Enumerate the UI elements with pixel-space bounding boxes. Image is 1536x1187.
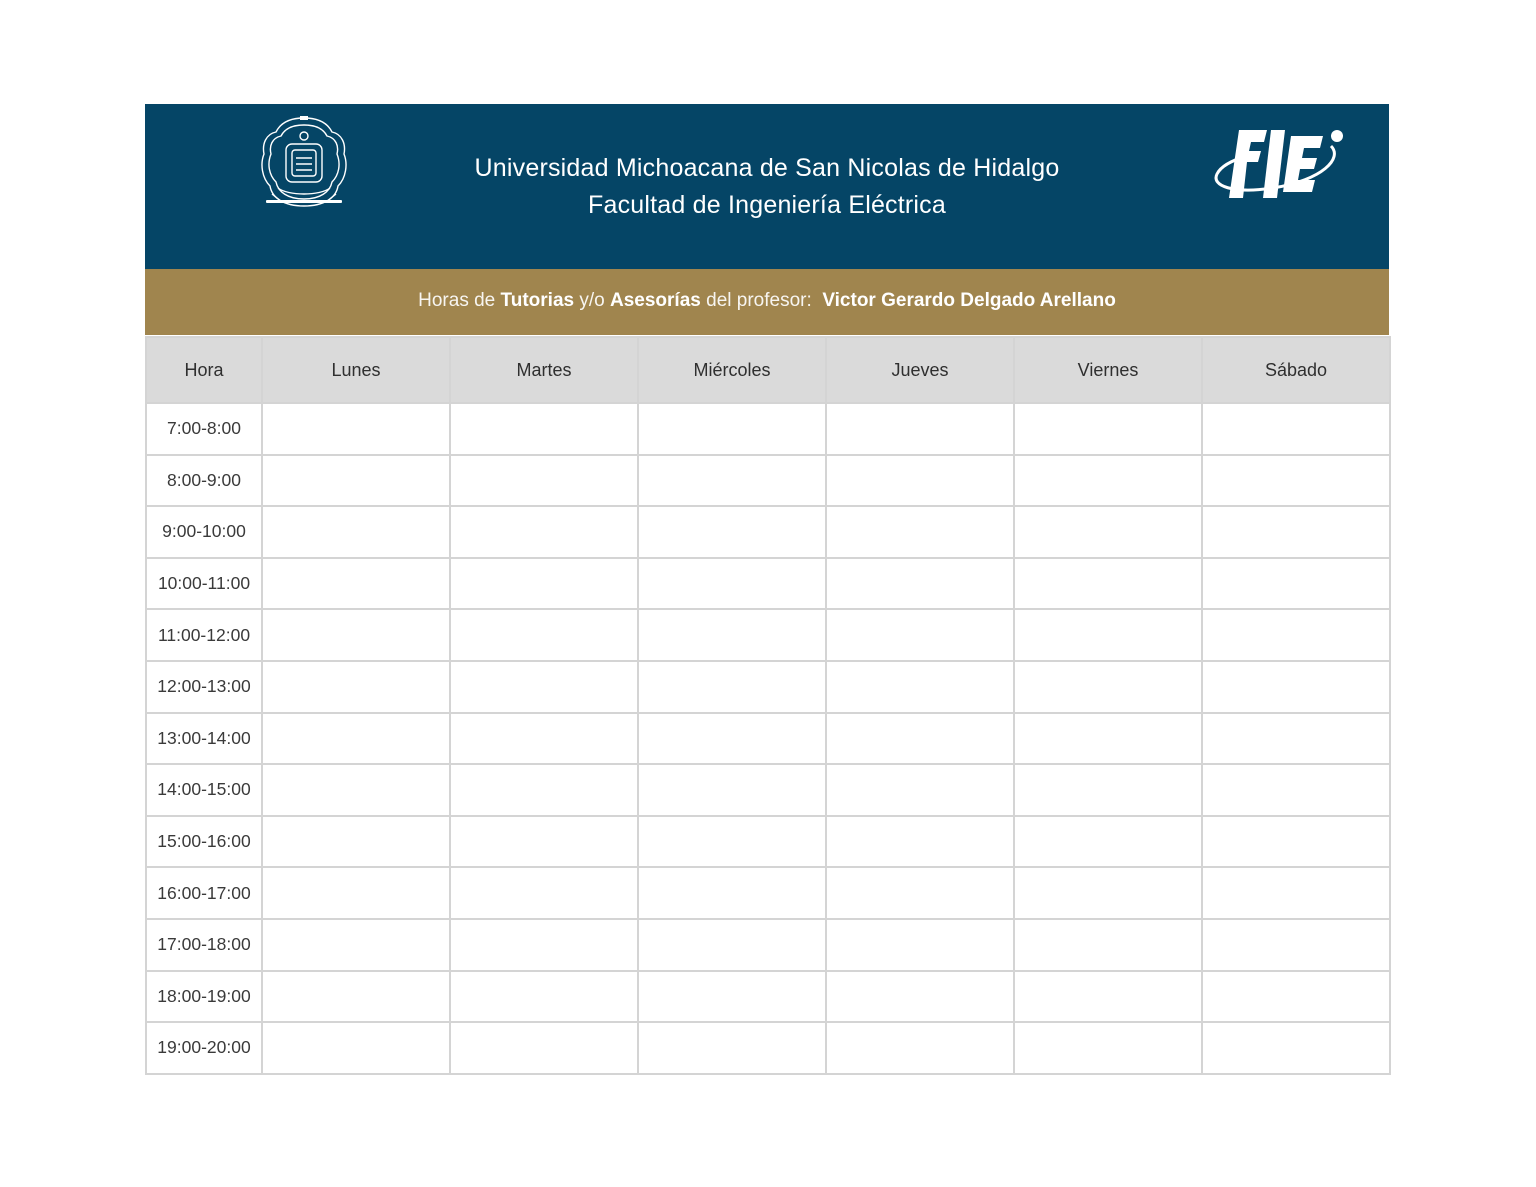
slot-cell-viernes [1014, 867, 1202, 919]
banner-keyword-tutorias: Tutorias [500, 290, 575, 311]
slot-cell-viernes [1014, 661, 1202, 713]
slot-cell-miercoles [638, 1022, 826, 1074]
table-body [146, 403, 1390, 1074]
slot-cell-sabado [1202, 867, 1390, 919]
column-header-jueves: Jueves [826, 337, 1014, 403]
slot-cell-sabado [1202, 661, 1390, 713]
slot-cell-sabado [1202, 1022, 1390, 1074]
slot-cell-miercoles [638, 867, 826, 919]
slot-cell-martes [450, 764, 638, 816]
slot-cell-miercoles [638, 506, 826, 558]
slot-cell-lunes [262, 506, 450, 558]
table-row [146, 403, 1390, 455]
hour-label: 19:00-20:00 [146, 1022, 262, 1074]
banner-prefix: Horas de [418, 290, 496, 311]
slot-cell-viernes [1014, 764, 1202, 816]
column-header-miercoles: Miércoles [638, 337, 826, 403]
hour-label: 15:00-16:00 [146, 816, 262, 868]
hour-label: 12:00-13:00 [146, 661, 262, 713]
slot-cell-lunes [262, 403, 450, 455]
slot-cell-viernes [1014, 609, 1202, 661]
slot-cell-martes [450, 1022, 638, 1074]
slot-cell-miercoles [638, 609, 826, 661]
slot-cell-jueves [826, 816, 1014, 868]
table-row [146, 764, 1390, 816]
slot-cell-miercoles [638, 455, 826, 507]
slot-cell-lunes [262, 661, 450, 713]
table-row [146, 1022, 1390, 1074]
slot-cell-lunes [262, 1022, 450, 1074]
hour-label: 8:00-9:00 [146, 455, 262, 507]
slot-cell-sabado [1202, 971, 1390, 1023]
table-row [146, 506, 1390, 558]
slot-cell-martes [450, 403, 638, 455]
slot-cell-lunes [262, 609, 450, 661]
slot-cell-sabado [1202, 558, 1390, 610]
slot-cell-jueves [826, 713, 1014, 765]
table-row [146, 661, 1390, 713]
hour-label: 14:00-15:00 [146, 764, 262, 816]
slot-cell-jueves [826, 506, 1014, 558]
hour-label: 16:00-17:00 [146, 867, 262, 919]
slot-cell-jueves [826, 919, 1014, 971]
column-header-hora: Hora [146, 337, 262, 403]
slot-cell-lunes [262, 713, 450, 765]
slot-cell-sabado [1202, 816, 1390, 868]
header [145, 104, 1389, 269]
hour-label: 11:00-12:00 [146, 609, 262, 661]
slot-cell-viernes [1014, 919, 1202, 971]
slot-cell-miercoles [638, 919, 826, 971]
slot-cell-martes [450, 971, 638, 1023]
slot-cell-lunes [262, 558, 450, 610]
table-header-row [146, 337, 1390, 403]
slot-cell-lunes [262, 919, 450, 971]
slot-cell-viernes [1014, 403, 1202, 455]
slot-cell-lunes [262, 867, 450, 919]
slot-cell-martes [450, 713, 638, 765]
slot-cell-martes [450, 867, 638, 919]
column-header-martes: Martes [450, 337, 638, 403]
slot-cell-viernes [1014, 558, 1202, 610]
slot-cell-jueves [826, 455, 1014, 507]
slot-cell-lunes [262, 816, 450, 868]
slot-cell-sabado [1202, 609, 1390, 661]
slot-cell-miercoles [638, 764, 826, 816]
slot-cell-viernes [1014, 971, 1202, 1023]
column-header-lunes: Lunes [262, 337, 450, 403]
slot-cell-miercoles [638, 816, 826, 868]
slot-cell-sabado [1202, 764, 1390, 816]
hour-label: 17:00-18:00 [146, 919, 262, 971]
hour-label: 10:00-11:00 [146, 558, 262, 610]
slot-cell-martes [450, 558, 638, 610]
slot-cell-jueves [826, 609, 1014, 661]
table-row [146, 713, 1390, 765]
slot-cell-lunes [262, 764, 450, 816]
header-titles [145, 150, 1389, 224]
slot-cell-miercoles [638, 713, 826, 765]
faculty-name: Facultad de Ingeniería Eléctrica [588, 191, 946, 219]
schedule-table [145, 336, 1391, 1075]
slot-cell-sabado [1202, 403, 1390, 455]
slot-cell-martes [450, 919, 638, 971]
fie-logo-icon [1213, 118, 1345, 204]
table-row [146, 609, 1390, 661]
slot-cell-viernes [1014, 1022, 1202, 1074]
slot-cell-jueves [826, 1022, 1014, 1074]
hour-label: 13:00-14:00 [146, 713, 262, 765]
banner-keyword-asesorias: Asesorías [610, 290, 701, 311]
slot-cell-viernes [1014, 455, 1202, 507]
slot-cell-martes [450, 609, 638, 661]
slot-cell-jueves [826, 764, 1014, 816]
slot-cell-jueves [826, 403, 1014, 455]
slot-cell-martes [450, 455, 638, 507]
slot-cell-jueves [826, 558, 1014, 610]
slot-cell-jueves [826, 661, 1014, 713]
slot-cell-miercoles [638, 971, 826, 1023]
slot-cell-sabado [1202, 713, 1390, 765]
slot-cell-viernes [1014, 713, 1202, 765]
slot-cell-sabado [1202, 919, 1390, 971]
slot-cell-sabado [1202, 506, 1390, 558]
hour-label: 18:00-19:00 [146, 971, 262, 1023]
hour-label: 7:00-8:00 [146, 403, 262, 455]
slot-cell-martes [450, 506, 638, 558]
column-header-sabado: Sábado [1202, 337, 1390, 403]
table-row [146, 816, 1390, 868]
table-row [146, 455, 1390, 507]
slot-cell-miercoles [638, 558, 826, 610]
slot-cell-martes [450, 661, 638, 713]
slot-cell-sabado [1202, 455, 1390, 507]
banner-connector: y/o [579, 290, 605, 311]
slot-cell-viernes [1014, 506, 1202, 558]
slot-cell-lunes [262, 971, 450, 1023]
slot-cell-miercoles [638, 403, 826, 455]
slot-cell-martes [450, 816, 638, 868]
university-name: Universidad Michoacana de San Nicolas de Hidalgo [474, 154, 1060, 182]
table-row [146, 971, 1390, 1023]
hour-label: 9:00-10:00 [146, 506, 262, 558]
slot-cell-miercoles [638, 661, 826, 713]
banner-middle: del profesor: [706, 290, 812, 311]
slot-cell-jueves [826, 867, 1014, 919]
slot-cell-lunes [262, 455, 450, 507]
schedule-sheet [145, 104, 1389, 1075]
table-row [146, 558, 1390, 610]
column-header-viernes: Viernes [1014, 337, 1202, 403]
professor-name: Victor Gerardo Delgado Arellano [822, 290, 1116, 311]
slot-cell-viernes [1014, 816, 1202, 868]
table-row [146, 919, 1390, 971]
table-row [146, 867, 1390, 919]
professor-banner [145, 269, 1389, 335]
slot-cell-jueves [826, 971, 1014, 1023]
